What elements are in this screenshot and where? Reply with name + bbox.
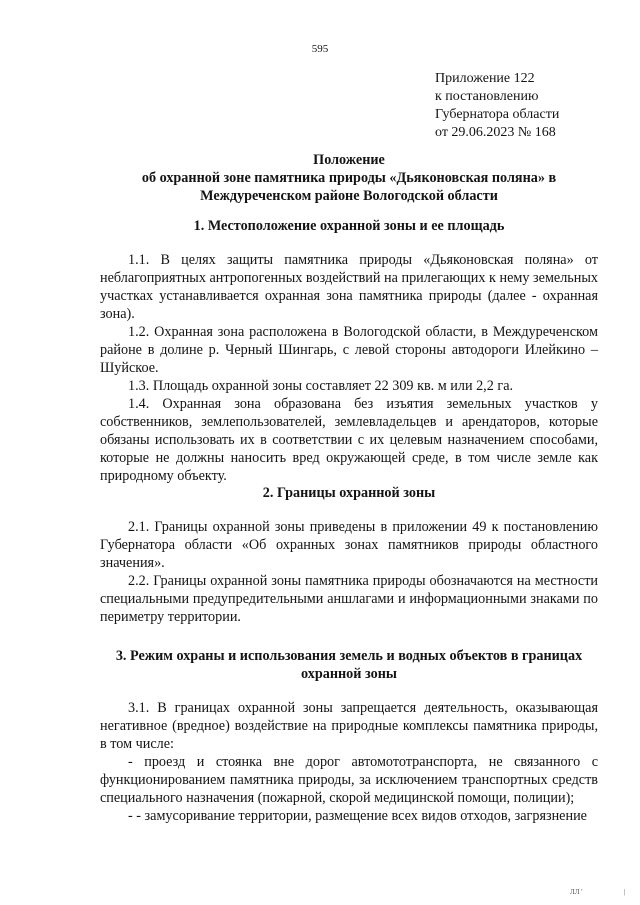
paragraph-1-4: 1.4. Охранная зона образована без изъятия земельных участков у собственников, землепользователей, землевладельцев и арендаторов, которые обязаны использовать их в соответствии с их целевым назначением способами, которые не должны наносить вред окружающей среде, в том числе земле как природному объекту. (100, 396, 598, 484)
title-line: Положение (313, 152, 385, 168)
paragraph-2-2: 2.2. Границы охранной зоны памятника природы обозначаются на местности специальными предупредительными аншлагами и информационными знаками по периметру территории. (100, 573, 598, 625)
paragraph-1-2: 1.2. Охранная зона расположена в Вологодской области, в Междуреченском районе в долине р. Черный Шингарь, с левой стороны автодороги Илейкино – Шуйское. (100, 324, 598, 376)
scan-mark-left: ЛЛ ' (570, 888, 583, 896)
paragraph-3-1: 3.1. В границах охранной зоны запрещается деятельность, оказывающая негативное (вредное) воздействие на природные комплексы памятника природы, в том числе: (100, 700, 598, 752)
paragraph-2-1: 2.1. Границы охранной зоны приведены в приложении 49 к постановлению Губернатора области «Об охранных зонах памятников природы областного значения». (100, 519, 598, 571)
appendix-line: к постановлению (435, 89, 539, 104)
scan-mark-right: | (624, 888, 626, 896)
heading-line: 3. Режим охраны и использования земель и водных объектов в границах (115, 648, 583, 664)
paragraph-1-3: 1.3. Площадь охранной зоны составляет 22 309 кв. м или 2,2 га. (128, 378, 514, 394)
title-line: об охранной зоне памятника природы «Дьяконовская поляна» в (141, 170, 557, 186)
page-number: 595 (311, 43, 329, 55)
appendix-block (435, 70, 625, 142)
appendix-line: от 29.06.2023 № 168 (435, 125, 556, 140)
title-line: Междуреченском районе Вологодской области (200, 188, 498, 204)
appendix-line: Губернатора области (435, 107, 560, 122)
document-title (100, 151, 598, 205)
paragraph-3-bullet-1: - проезд и стоянка вне дорог автомототранспорта, не связанного с функционированием памятника природы, за исключением транспортных средств специального назначения (пожарной, скорой медицинской помощи, полиции); (100, 754, 598, 806)
section1-heading: 1. Местоположение охранной зоны и ее площадь (193, 218, 505, 234)
heading-line: охранной зоны (301, 666, 397, 682)
paragraph-1-1: 1.1. В целях защиты памятника природы «Дьяконовская поляна» от неблагоприятных антропогенных воздействий на прилегающих к нему земельных участках устанавливается охранная зона памятника природы (далее - охранная зона). (100, 252, 598, 322)
paragraph-3-bullet-2: - - замусоривание территории, размещение всех видов отходов, загрязнение (128, 808, 587, 824)
section2-heading: 2. Границы охранной зоны (262, 485, 436, 501)
section3-heading (100, 647, 598, 683)
appendix-line: Приложение 122 (435, 71, 535, 86)
